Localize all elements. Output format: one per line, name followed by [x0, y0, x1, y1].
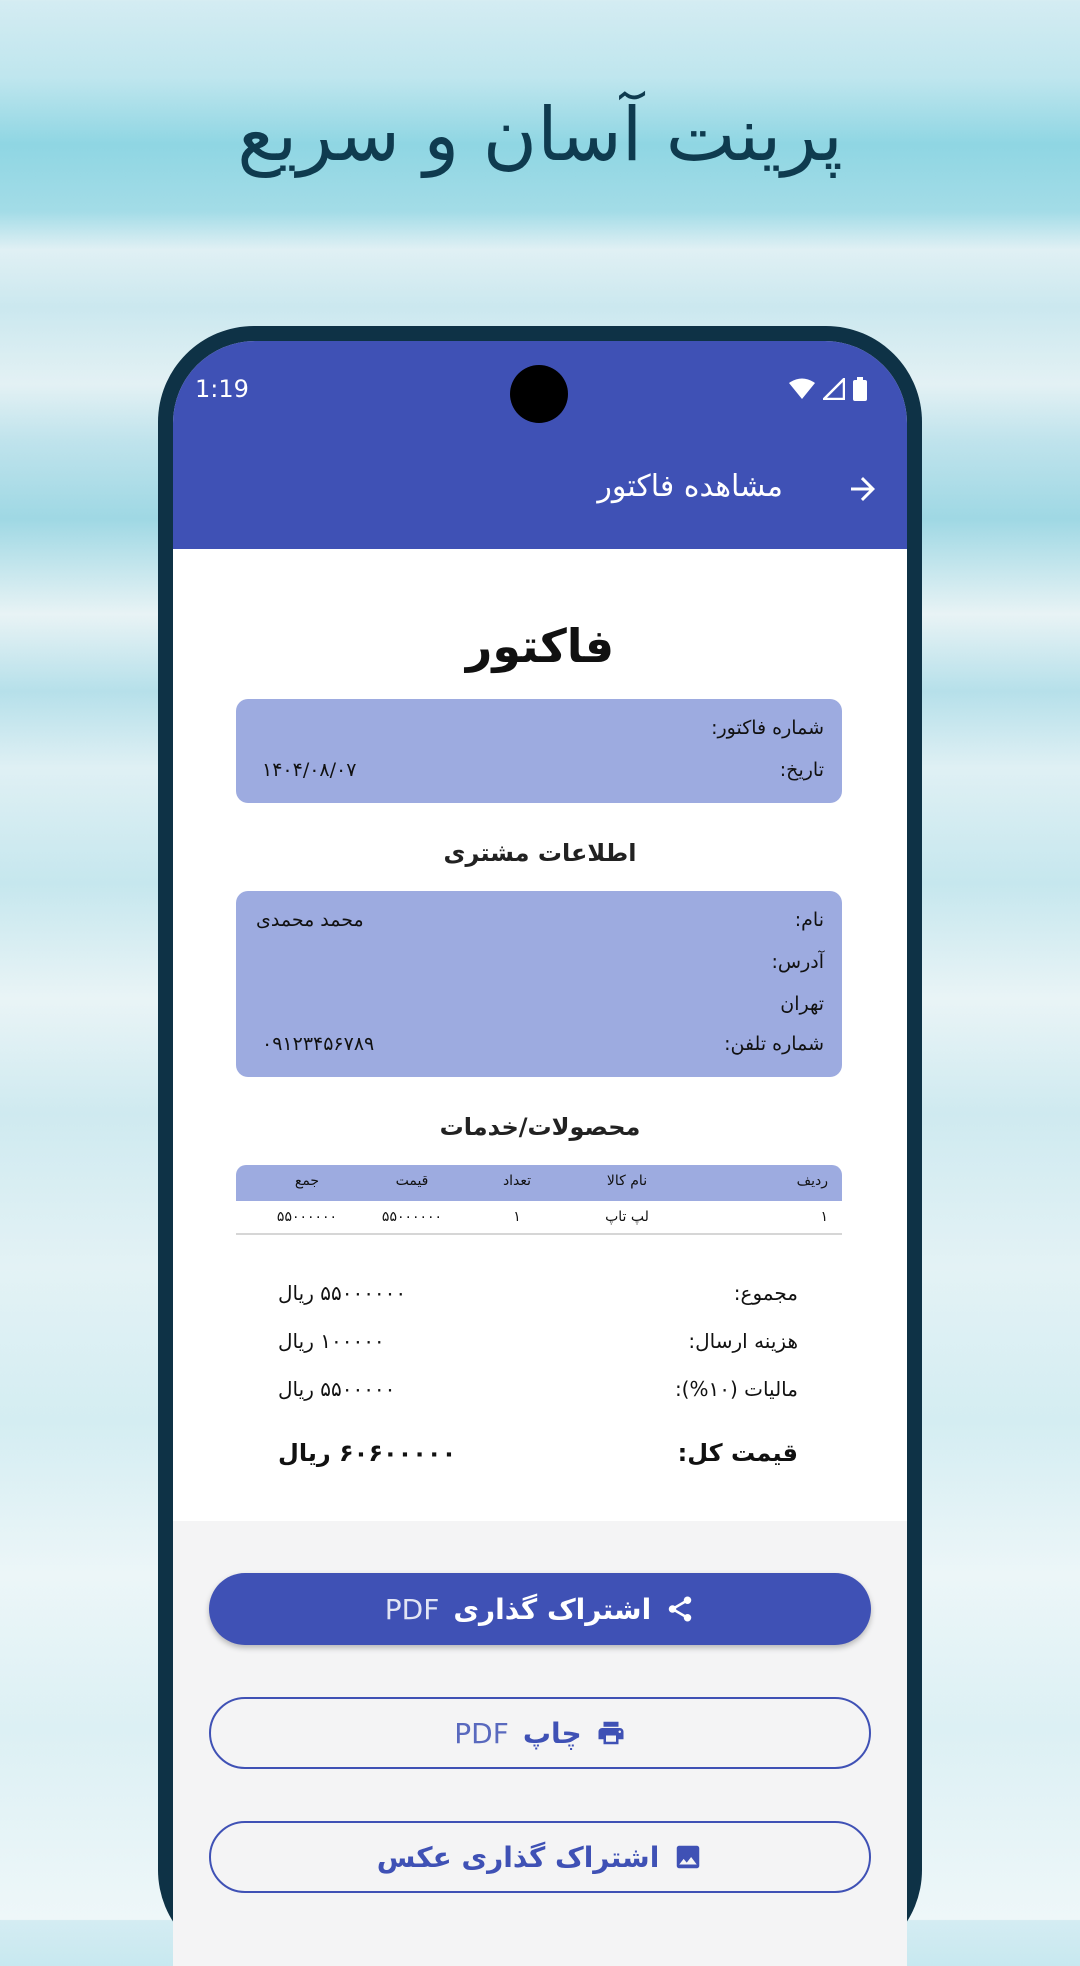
shipping-value: ۱۰۰۰۰۰ ریال	[278, 1329, 385, 1353]
phone-screen	[173, 341, 907, 1966]
shipping-label: هزینه ارسال:	[688, 1329, 798, 1353]
wifi-icon	[789, 378, 815, 400]
grand-total-row	[278, 1439, 798, 1473]
table-row	[236, 1201, 842, 1235]
share-image-label: اشتراک گذاری عکس	[376, 1840, 660, 1874]
column-header: نام کالا	[606, 1173, 648, 1189]
print-pdf-label: چاپ	[522, 1716, 582, 1750]
customer-name-row	[254, 909, 824, 941]
image-icon	[673, 1842, 703, 1872]
subtotal-row	[278, 1281, 798, 1315]
shipping-row	[278, 1329, 798, 1363]
back-arrow-icon[interactable]	[845, 471, 881, 507]
column-header: قیمت	[395, 1173, 429, 1189]
customer-address-label: آدرس:	[771, 951, 824, 973]
invoice-number-label: شماره فاکتور:	[711, 717, 824, 739]
customer-address-row	[254, 951, 824, 983]
subtotal-value: ۵۵۰۰۰۰۰۰ ریال	[278, 1281, 407, 1305]
invoice-meta-card	[236, 699, 842, 803]
table-cell: ۱	[513, 1209, 521, 1225]
subtotal-label: مجموع:	[733, 1281, 798, 1305]
status-bar	[173, 341, 907, 431]
app-bar-title: مشاهده فاکتور	[597, 469, 783, 504]
invoice-title: فاکتور	[465, 619, 615, 673]
customer-name-label: نام:	[794, 909, 824, 931]
system-icons	[789, 377, 867, 401]
share-icon	[665, 1594, 695, 1624]
invoice-preview	[173, 549, 907, 1521]
app-bar	[173, 431, 907, 549]
battery-icon	[853, 377, 867, 401]
customer-section-title: اطلاعات مشتری	[443, 839, 637, 867]
signal-icon	[823, 378, 845, 400]
products-table	[236, 1165, 842, 1235]
customer-name-value: محمد محمدی	[256, 909, 364, 931]
share-pdf-button[interactable]	[209, 1573, 871, 1645]
share-image-button[interactable]	[209, 1821, 871, 1893]
customer-address-value-row	[254, 993, 824, 1025]
table-cell: ۵۵۰۰۰۰۰۰	[381, 1209, 443, 1225]
status-time: 1:19	[195, 375, 249, 403]
promo-headline: پرینت آسان و سریع	[237, 92, 843, 178]
table-cell: لپ تاپ	[605, 1209, 649, 1225]
customer-phone-row	[254, 1033, 824, 1065]
table-header	[236, 1165, 842, 1201]
products-section-title: محصولات/خدمات	[439, 1113, 641, 1141]
customer-address-value: تهران	[780, 993, 824, 1015]
column-header: ردیف	[796, 1173, 828, 1189]
print-icon	[596, 1718, 626, 1748]
customer-card	[236, 891, 842, 1077]
invoice-date-value: ۱۴۰۴/۰۸/۰۷	[262, 759, 357, 781]
tax-value: ۵۵۰۰۰۰۰ ریال	[278, 1377, 396, 1401]
tax-row	[278, 1377, 798, 1411]
column-header: تعداد	[502, 1173, 532, 1189]
print-pdf-button[interactable]	[209, 1697, 871, 1769]
phone-frame	[158, 326, 922, 1966]
column-header: جمع	[294, 1173, 320, 1189]
grand-total-value: ۶۰۶۰۰۰۰۰ ریال	[278, 1439, 457, 1467]
tax-label: مالیات (۱۰%):	[674, 1377, 798, 1401]
invoice-date-row	[254, 759, 824, 791]
grand-total-label: قیمت کل:	[677, 1439, 798, 1467]
share-pdf-label: اشتراک گذاری	[453, 1592, 652, 1626]
camera-cutout	[510, 365, 568, 423]
invoice-date-label: تاریخ:	[779, 759, 824, 781]
customer-phone-value: ۰۹۱۲۳۴۵۶۷۸۹	[262, 1033, 375, 1055]
customer-phone-label: شماره تلفن:	[724, 1033, 824, 1055]
invoice-number-row	[254, 717, 824, 749]
print-pdf-suffix: PDF	[454, 1716, 509, 1750]
share-pdf-suffix: PDF	[384, 1592, 440, 1626]
table-cell: ۵۵۰۰۰۰۰۰	[276, 1209, 338, 1225]
table-cell: ۱	[820, 1209, 828, 1225]
